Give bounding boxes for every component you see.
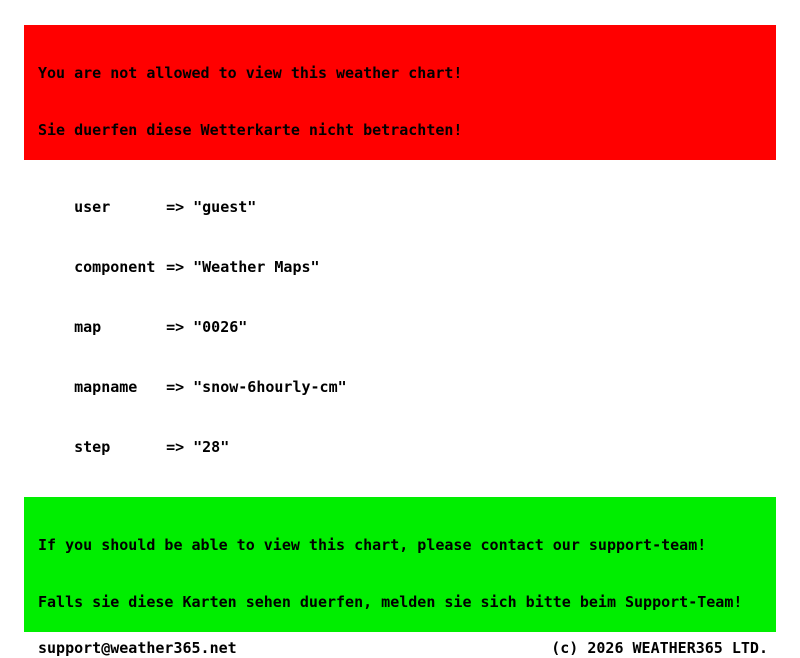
detail-key: map xyxy=(74,318,102,336)
detail-key: step xyxy=(74,438,111,456)
detail-value: "28" xyxy=(193,438,230,456)
arrow-glyph: => xyxy=(166,318,185,336)
detail-key: component xyxy=(74,258,156,276)
arrow-glyph: => xyxy=(166,198,185,216)
detail-row-mapname xyxy=(38,357,800,417)
error-banner xyxy=(24,25,776,160)
detail-value: "snow-6hourly-cm" xyxy=(193,378,347,396)
arrow-glyph: => xyxy=(166,378,185,396)
detail-value: "Weather Maps" xyxy=(193,258,320,276)
arrow-glyph: => xyxy=(166,438,185,456)
page xyxy=(0,25,800,657)
support-email: support@weather365.net xyxy=(38,639,237,657)
detail-value: "0026" xyxy=(193,318,248,336)
copyright-notice: (c) 2026 WEATHER365 LTD. xyxy=(551,639,768,657)
detail-row-step xyxy=(38,417,800,477)
detail-row-user xyxy=(38,177,800,237)
help-banner-line-english: If you should be able to view this chart, please contact our support-team! xyxy=(38,536,707,554)
detail-row-map xyxy=(38,297,800,357)
detail-row-component xyxy=(38,237,800,297)
detail-key: mapname xyxy=(74,378,138,396)
detail-value: "guest" xyxy=(193,198,257,216)
footer xyxy=(0,638,800,658)
arrow-glyph: => xyxy=(166,258,185,276)
detail-key: user xyxy=(74,198,111,216)
error-banner-line-german: Sie duerfen diese Wetterkarte nicht betrachten! xyxy=(38,121,463,139)
help-banner xyxy=(24,497,776,632)
error-banner-line-english: You are not allowed to view this weather chart! xyxy=(38,64,463,82)
request-details xyxy=(38,177,800,477)
help-banner-line-german: Falls sie diese Karten sehen duerfen, melden sie sich bitte beim Support-Team! xyxy=(38,593,743,611)
